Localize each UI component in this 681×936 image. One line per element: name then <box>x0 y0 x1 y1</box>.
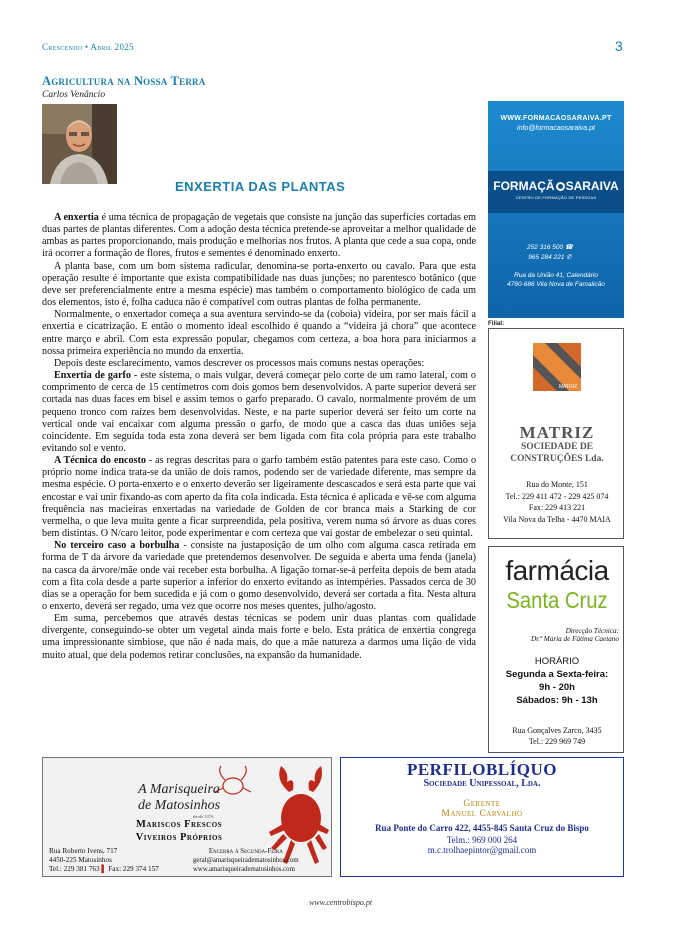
ad-address: Rua da União 41, Calendário <box>514 272 598 279</box>
separator-icon: ▌ <box>101 865 107 873</box>
phone-icon: ☎ <box>564 244 574 251</box>
marisqueira-address: Rua Roberto Ivens, 717 4450-225 Matosinhos Tel.: 229 381 763 ▌ Fax: 229 374 157 <box>49 847 159 873</box>
matriz-name: MATRIZ <box>519 423 595 442</box>
paragraph: Depois deste esclarecimento, vamos descrever os processos mais comuns nestas operações: <box>54 357 425 369</box>
issue-date: Crescendo • Abril 2025 <box>42 42 134 52</box>
paragraph: A planta base, com um bom sistema radicular, denomina-se porta-enxerto ou cavalo. Para que esta operação resulte é importante que exista compatibilidade nas duas junções; no parentesco botânico (que deve ser preferencialmente entre a mesma espécie) mas também o comportamento biológico de cada um dos elementos, isto é, folha caduca não é compatível com outras plantas de folha permanente. <box>42 260 476 309</box>
paragraph-text: - consiste na justaposição de um olho com alguma casca retirada em forma de T da árvore da variedade que pretendemos desenvolver. De seguida e aberta uma fenda (janela) na casca da árvore/mãe onde vai receber esta borbulha. A ligação tornar-se-á perfeita depois de bem atada com a fita cola desde a parte superior a inferior do enxerto evitando as intempéries. Passados cerca de 30 dias se a operação for bem sucedida e já com o gomo desenvolvido, deverá ser cortada a fita. Nesta altura o enxerto, deverá ser regado, uma vez que ocorre nos meses quentes, julho/agosto. <box>42 540 476 612</box>
perfil-email: m.c.trolhaepintor@gmail.com <box>427 845 537 855</box>
brand-tagline: CENTRO DE FORMAÇÃO DE PESSOAS <box>515 195 597 200</box>
author-name: Carlos Venâncio <box>42 90 106 100</box>
term: A Técnica do encosto <box>54 455 146 467</box>
paragraph-text: é uma técnica de propagação de vegetais que consiste na junção das superfícies cortadas em duas partes de plantas diferentes. Com a adoção desta técnica pretende-se aproveitar a melhor qualidade de ambas as partes proporcionando, mais produção e melhorias nos frutos. A planta que cede a sua copa, onde irá ocorrer a formação de flores, frutos e sementes é denominado enxerto. <box>42 212 476 260</box>
matriz-subtitle: SOCIEDADE DE <box>520 442 594 452</box>
farmacia-hours: HORÁRIO Segunda a Sexta-feira: 9h - 20h Sábados: 9h - 13h <box>505 656 609 706</box>
farmacia-address: Rua Gonçalves Zarco, 3435 Tel.: 229 969 749 <box>512 726 602 746</box>
matriz-logo <box>533 343 581 391</box>
mobile-icon: ✆ <box>566 254 572 261</box>
section-title: Agricultura na Nossa Terra <box>42 74 206 88</box>
perfil-address: Rua Ponte do Carro 422, 4455-845 Santa Cruz do Bispo <box>375 823 589 833</box>
term: Enxertia de garfo <box>54 370 131 382</box>
perfil-company: Sociedade Unipessoal, Lda. <box>423 778 541 789</box>
ad-marisqueira[interactable] <box>42 757 332 877</box>
matriz-subtitle: CONSTRUÇÕES Lda. <box>510 454 604 464</box>
paragraph-text: - as regras descritas para o garfo também estão patentes para este caso. Como o próprio nome indica trata-se da união de dois ramos, podendo ser de variedade diferente, mas sempre da mesma espécie. O porta-enxerto e o enxerto deverão ser ligeiramente descascados e será esta parte que vai encostar e vai unir fixando-as com aperto da fita cola indicada. Esta técnica é aplicada e vê-se com alguma frequência nas macieiras enxertadas na variedade de Golden de cor branca mais a Starking de cor vermelha, o que leva muita gente a ficar surpreendida, pela positiva, verem numa só árvore as duas cores bem distintas. O N/caro leitor, pode experimentar e com certeza que vai gostar de embelezar o seu quintal. <box>42 455 477 540</box>
marisqueira-info: Encerra à Segunda-Feira geral@amarisqueiradematosinhos.com www.amarisqueiradematosinhos.com <box>193 848 299 873</box>
ad-matriz[interactable] <box>488 328 624 539</box>
paragraph: Em suma, percebemos que através destas técnicas se podem unir duas plantas com qualidade divergente, conseguindo-se obter um vegetal ainda mais forte e belo. Esta prática de enxertia congrega uma impressionante simbiose, que não é nada mais, do que a mãe natureza a darmos uma lição de vida muito atual, que dela podemos retirar conclusões, na expansão da humanidade. <box>42 613 476 661</box>
ad-url: WWW.FORMACAOSARAIVA.PT <box>500 115 612 122</box>
farmacia-direction: Direcção Técnica: Dr.ª Maria de Fátima Caetano <box>530 627 619 643</box>
farmacia-word: farmácia <box>505 555 609 586</box>
marisqueira-name: de Matosinhos <box>137 798 221 813</box>
phone: 965 284 221 ✆ <box>528 254 572 261</box>
target-icon <box>556 182 565 191</box>
ad-perfilobliquo[interactable] <box>340 757 624 877</box>
paragraph <box>42 370 476 455</box>
logo-text: MATRIZ <box>559 384 578 390</box>
ad-address: 4760-686 Vila Nova de Famalicão <box>507 281 605 288</box>
perfil-role: Gerente <box>463 799 501 809</box>
article-body <box>42 212 476 662</box>
perfil-name: PERFILOBLÍQUO <box>406 760 558 779</box>
paragraph <box>42 212 476 261</box>
author-photo <box>42 104 117 184</box>
page-number: 3 <box>615 38 623 54</box>
footer-url[interactable]: www.centrobispo.pt <box>308 898 373 907</box>
ad-formacao-saraiva[interactable] <box>488 101 624 318</box>
brand-name: FORMAÇÃ SARAIVA <box>493 179 619 193</box>
paragraph: Normalmente, o enxertador começa a sua aventura servindo-se da (coboia) videira, por ser mais fácil a enxertia e cicatrização. E então o momento ideal escolhido é quando a “videira já chora” que acontece entre março e abril. Com esta expressão popular, chegamos com certeza, a boa hora para iniciarmos a nossa primeira experiência no mundo da enxertia. <box>42 309 476 357</box>
paragraph <box>42 455 476 540</box>
perfil-manager: Manuel Carvalho <box>441 809 523 819</box>
santa-cruz-word: Santa Cruz <box>506 587 608 613</box>
paragraph <box>42 540 476 613</box>
marisqueira-line: Viveiros Próprios <box>135 832 223 843</box>
ad-farmacia[interactable] <box>488 546 624 753</box>
marisqueira-name: A Marisqueira <box>138 782 220 797</box>
marisqueira-since: desde 1976 <box>193 814 214 819</box>
article-title: ENXERTIA DAS PLANTAS <box>175 179 346 194</box>
ad-filial: Filial: <box>488 320 505 327</box>
term: No terceiro caso a borbulha <box>54 540 180 552</box>
matriz-contacts: Rua do Monte, 151 Tel.: 229 411 472 - 229 425 074 Fax: 229 413 221 Vila Nova da Telha - 4470 MAIA <box>503 480 611 524</box>
phone: 252 316 500 ☎ <box>526 244 574 251</box>
paragraph-text: - este sistema, o mais vulgar, deverá começar pelo corte de um ramo lateral, com o comprimento de cerca de 15 centímetros com dois gomos bem desenvolvidos. A parte superior deverá ser cortada nas duas faces em bisel e assim temos o garfo preparado. O cavalo, normalmente provém de um pequeno tronco com raízes bem desenvolvidas. Neste, e na parte superior deverá ser feito um corte na vertical onde vai encaixar com alguma pressão o garfo, de modo que a casca das duas uniões seja coincidente. Em seguida toda esta zona deverá ser bem ligada com fita cola própria para este trabalho evitando sol e vento. <box>42 370 476 454</box>
term: A enxertia <box>54 212 99 223</box>
marisqueira-line: Mariscos Frescos <box>135 819 223 830</box>
perfil-mobile: Telm.: 969 000 264 <box>446 835 518 845</box>
ad-email: info@formacaosaraiva.pt <box>517 125 595 132</box>
